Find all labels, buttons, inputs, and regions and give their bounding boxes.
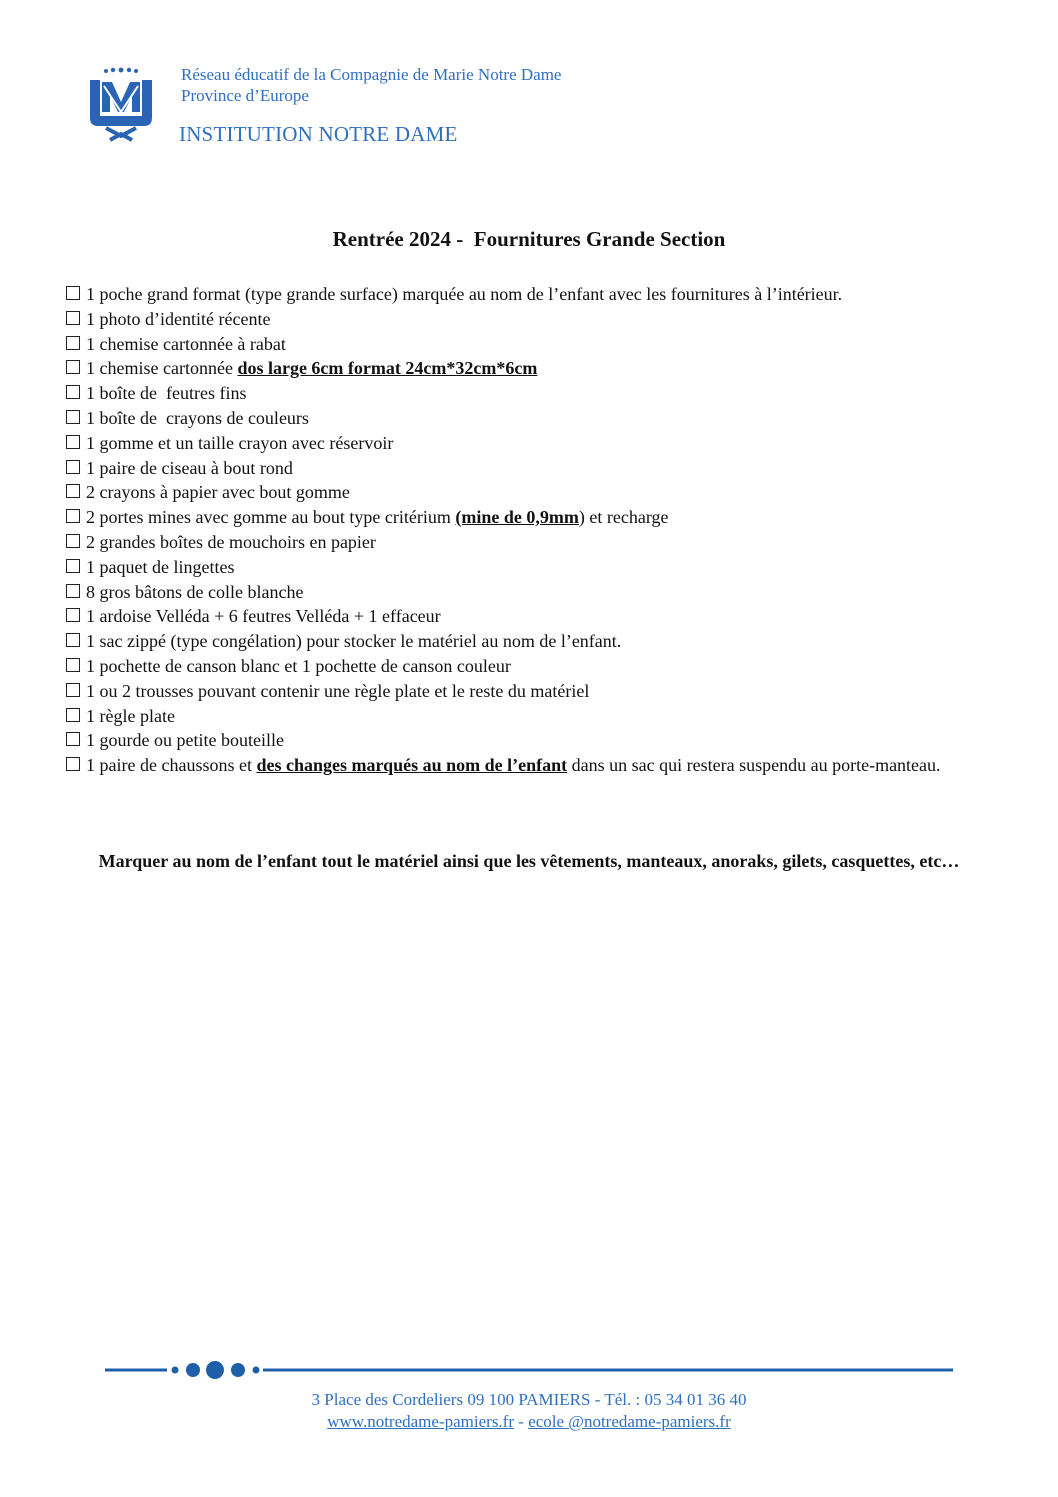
supply-item <box>65 604 965 629</box>
supply-item <box>65 654 965 679</box>
footer-links <box>0 1411 1058 1432</box>
supply-item-emphasis: dos large 6cm format 24cm*32cm*6cm <box>237 358 538 379</box>
supply-item-text: 1 sac zippé (type congélation) pour stocker le matériel au nom de l’enfant. <box>86 631 622 652</box>
supply-item-text: 1 gomme et un taille crayon avec réservoir <box>86 432 394 453</box>
checkbox-icon <box>66 559 80 573</box>
institution-logo <box>84 66 158 142</box>
checkbox-icon <box>66 410 80 424</box>
supply-item-text: 1 paire de ciseau à bout rond <box>86 457 293 478</box>
province-name: Province d’Europe <box>181 86 309 105</box>
supply-item-text: 1 photo d’identité récente <box>86 308 271 329</box>
supply-item <box>65 530 965 555</box>
supply-item <box>65 580 965 605</box>
checkbox-icon <box>66 732 80 746</box>
checkbox-icon <box>66 608 80 622</box>
email-link[interactable]: ecole @notredame-pamiers.fr <box>528 1412 731 1431</box>
supply-item <box>65 629 965 654</box>
supply-item <box>65 307 965 332</box>
institution-name: INSTITUTION NOTRE DAME <box>179 122 458 146</box>
supply-item <box>65 679 965 704</box>
supply-item-text: 2 crayons à papier avec bout gomme <box>86 482 350 503</box>
checkbox-icon <box>66 484 80 498</box>
supply-item <box>65 406 965 431</box>
supply-item <box>65 505 965 530</box>
supply-item-text: 2 grandes boîtes de mouchoirs en papier <box>86 531 376 552</box>
website-link[interactable]: www.notredame-pamiers.fr <box>327 1412 515 1431</box>
supply-item-text: 1 poche grand format (type grande surface) marquée au nom de l’enfant avec les fournitures à l’intérieur. <box>86 284 843 304</box>
supply-item-emphasis: (mine de 0,9mm <box>455 507 579 528</box>
supply-item-text: 1 pochette de canson blanc et 1 pochette de canson couleur <box>86 655 511 676</box>
supply-item <box>65 753 960 778</box>
supply-item-text: 1 boîte de crayons de couleurs <box>86 407 309 428</box>
supply-item <box>65 282 965 307</box>
supply-item <box>65 431 965 456</box>
supply-item-text: 2 portes mines avec gomme au bout type critérium <box>86 507 456 528</box>
checkbox-icon <box>66 385 80 399</box>
supply-item <box>65 480 965 505</box>
supply-item-text: 1 chemise cartonnée à rabat <box>86 333 286 354</box>
checkbox-icon <box>66 683 80 697</box>
checkbox-icon <box>66 286 80 300</box>
supply-item <box>65 381 965 406</box>
link-separator: - <box>514 1412 529 1431</box>
checkbox-icon <box>66 584 80 598</box>
supply-item <box>65 704 965 729</box>
checkbox-icon <box>66 708 80 722</box>
footer-divider <box>105 1358 953 1382</box>
supply-item <box>65 356 965 381</box>
supply-item-text: 1 paire de chaussons et <box>86 755 257 776</box>
supply-item <box>65 728 965 753</box>
supply-item-text: 8 gros bâtons de colle blanche <box>86 581 304 602</box>
supply-item-text: 1 ardoise Velléda + 6 feutres Velléda + 1 effaceur <box>86 606 441 627</box>
supply-item-text: 1 paquet de lingettes <box>86 556 235 577</box>
supply-item-text: 1 boîte de feutres fins <box>86 383 247 404</box>
supply-item <box>65 555 965 580</box>
supply-item-text: 1 ou 2 trousses pouvant contenir une règle plate et le reste du matériel <box>86 680 590 701</box>
document-title: Rentrée 2024 - Fournitures Grande Section <box>332 227 726 251</box>
checkbox-icon <box>66 658 80 672</box>
supply-item <box>65 456 965 481</box>
supply-item-text: ) et recharge <box>578 507 669 528</box>
footer-address: 3 Place des Cordeliers 09 100 PAMIERS - Tél. : 05 34 01 36 40 <box>311 1390 747 1409</box>
supply-item-emphasis: des changes marqués au nom de l’enfant <box>256 755 568 776</box>
network-name: Réseau éducatif de la Compagnie de Marie Notre Dame <box>181 65 562 84</box>
checkbox-icon <box>66 509 80 523</box>
checkbox-icon <box>66 311 80 325</box>
supply-item-text: 1 chemise cartonnée <box>86 358 238 379</box>
supply-item-text: 1 règle plate <box>86 705 175 726</box>
checkbox-icon <box>66 534 80 548</box>
supply-item-text: 1 gourde ou petite bouteille <box>86 730 284 751</box>
supply-item-text: dans un sac qui restera suspendu au porte-manteau. <box>567 755 941 776</box>
checkbox-icon <box>66 757 80 771</box>
supply-item <box>65 332 965 357</box>
checkbox-icon <box>66 360 80 374</box>
checkbox-icon <box>66 460 80 474</box>
closing-note: Marquer au nom de l’enfant tout le matériel ainsi que les vêtements, manteaux, anoraks, gilets, casquettes, etc… <box>98 851 960 871</box>
supply-list <box>65 282 965 778</box>
checkbox-icon <box>66 435 80 449</box>
checkbox-icon <box>66 336 80 350</box>
checkbox-icon <box>66 633 80 647</box>
